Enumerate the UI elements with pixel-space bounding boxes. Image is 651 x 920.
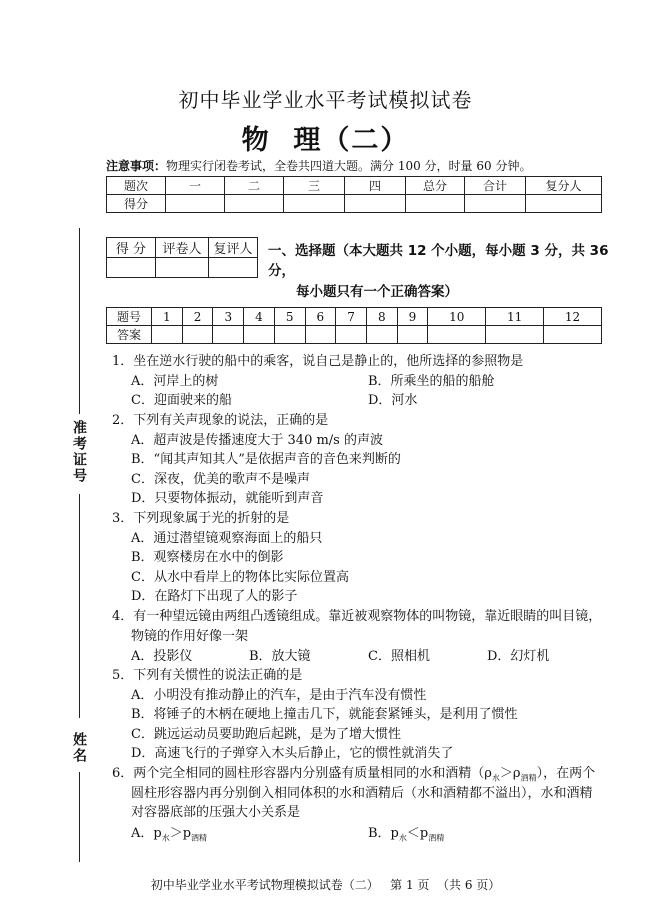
q6-b-sub2: 酒精 <box>428 833 445 843</box>
question-4-stem: 4．有一种望远镜由两组凸透镜组成。靠近被观察物体的叫物镜，靠近眼睛的叫目镜， <box>112 609 602 624</box>
question-5-option-d: D．高速飞行的子弹穿入木头后静止，它的惯性就消失了 <box>131 746 454 761</box>
binding-line <box>79 494 80 718</box>
answer-number: 7 <box>336 308 367 326</box>
q6-gt: ＞ρ <box>499 766 521 781</box>
question-3-option-b: B．观察楼房在水中的倒影 <box>131 550 284 565</box>
question-6-option-a <box>131 822 207 844</box>
question-4-option-a: A．投影仪 <box>131 649 193 664</box>
q6-a-sub1: 水 <box>161 833 170 843</box>
score-input-cell <box>406 195 465 213</box>
grader-header: 复评人 <box>209 238 258 258</box>
exam-id-label: 准考证号 <box>71 420 87 484</box>
question-4-stem-cont: 物镜的作用好像一架 <box>131 629 249 644</box>
answer-number: 6 <box>305 308 336 326</box>
question-6-stem-cont2: 对容器底部的压强大小关系是 <box>131 805 301 820</box>
binding-line <box>79 228 80 414</box>
score-cell: 二 <box>225 177 284 195</box>
q6-b-sub1: 水 <box>398 833 407 843</box>
name-label: 姓名 <box>71 732 87 764</box>
question-3-stem: 3．下列现象属于光的折射的是 <box>112 511 290 526</box>
q6-b-pre: B．p <box>368 826 399 841</box>
answer-cell <box>486 326 544 344</box>
answer-cell <box>305 326 336 344</box>
score-cell: 一 <box>166 177 225 195</box>
grader-table <box>106 237 258 278</box>
answer-cell <box>336 326 367 344</box>
question-1-option-d: D．河水 <box>368 393 418 408</box>
question-6-stem-cont: 圆柱形容器内再分别倒入相同体积的水和酒精后（水和酒精都不溢出），水和酒精 <box>131 786 593 801</box>
answer-number: 9 <box>397 308 428 326</box>
question-1-option-a: A．河岸上的树 <box>131 374 219 389</box>
answer-number: 11 <box>486 308 544 326</box>
grader-input-cell <box>107 258 156 278</box>
q6-stem-a: 6．两个完全相同的圆柱形容器内分别盛有质量相同的水和酒精（ρ <box>112 766 492 781</box>
answer-number: 3 <box>213 308 244 326</box>
score-table <box>106 176 602 213</box>
question-6-option-b <box>368 822 444 844</box>
question-2-stem: 2．下列有关声现象的说法，正确的是 <box>112 413 329 428</box>
question-4-option-b: B．放大镜 <box>249 649 311 664</box>
answer-row-label: 答案 <box>107 326 152 344</box>
section-note: 每小题只有一个正确答案） <box>296 284 458 300</box>
grader-input-cell <box>209 258 258 278</box>
grader-header: 得 分 <box>107 238 156 258</box>
answer-cell <box>274 326 305 344</box>
answer-number: 12 <box>544 308 602 326</box>
question-6-stem <box>112 762 595 784</box>
question-3-option-a: A．通过潜望镜观察海面上的船只 <box>131 531 323 546</box>
score-cell: 合计 <box>465 177 526 195</box>
score-cell: 复分人 <box>526 177 602 195</box>
q6-a-op: ＞p <box>169 826 192 841</box>
answer-row-label: 题号 <box>107 308 152 326</box>
score-row-label: 得分 <box>107 195 166 213</box>
section-heading-line1: 一、选择题（本大题共 12 个小题，每小题 3 分，共 36 <box>268 243 609 259</box>
notice <box>106 157 531 174</box>
question-4-option-c: C．照相机 <box>368 649 430 664</box>
question-5-option-c: C．跳远运动员要助跑后起跳，是为了增大惯性 <box>131 727 401 742</box>
question-1-option-b: B．所乘坐的船的船舱 <box>368 374 495 389</box>
exam-subject-title: 物 理（二） <box>241 125 410 156</box>
score-cell: 四 <box>345 177 406 195</box>
answer-cell <box>397 326 428 344</box>
question-2-option-d: D．只要物体振动，就能听到声音 <box>131 491 324 506</box>
score-cell: 总分 <box>406 177 465 195</box>
answer-cell <box>213 326 244 344</box>
q6-sub-alcohol: 酒精 <box>520 773 537 783</box>
answer-number: 8 <box>366 308 397 326</box>
section-heading-line2: 分， <box>268 263 295 279</box>
q6-sub-water: 水 <box>491 773 500 783</box>
question-5-option-a: A．小明没有推动静止的汽车，是由于汽车没有惯性 <box>131 688 427 703</box>
score-cell: 三 <box>284 177 345 195</box>
answer-number: 5 <box>274 308 305 326</box>
question-2-option-c: C．深夜，优美的歌声不是噪声 <box>131 472 310 487</box>
section-heading <box>268 241 608 281</box>
question-3-option-c: C．从水中看岸上的物体比实际位置高 <box>131 570 349 585</box>
answer-cell <box>366 326 397 344</box>
q6-b-op: ＜p <box>406 826 429 841</box>
score-input-cell <box>166 195 225 213</box>
question-5-option-b: B．将锤子的木柄在硬地上撞击几下，就能套紧锤头，是利用了惯性 <box>131 707 518 722</box>
answer-cell <box>244 326 275 344</box>
question-1-option-c: C．迎面驶来的船 <box>131 393 232 408</box>
question-3-option-d: D．在路灯下出现了人的影子 <box>131 589 298 604</box>
question-1-stem: 1．坐在逆水行驶的船中的乘客，说自己是静止的，他所选择的参照物是 <box>112 354 524 369</box>
notice-label: 注意事项： <box>106 159 167 173</box>
answer-number: 4 <box>244 308 275 326</box>
grader-header: 评卷人 <box>156 238 209 258</box>
notice-text: 物理实行闭卷考试，全卷共四道大题。满分 100 分，时量 60 分钟。 <box>166 159 532 173</box>
binding-line <box>79 772 80 862</box>
question-5-stem: 5．下列有关惯性的说法正确的是 <box>112 668 303 683</box>
page-footer: 初中毕业学业水平考试物理模拟试卷（二） 第 1 页 （共 6 页） <box>150 878 501 892</box>
question-4-option-d: D．幻灯机 <box>487 649 550 664</box>
score-input-cell <box>284 195 345 213</box>
q6-a-pre: A．p <box>131 826 162 841</box>
grader-input-cell <box>156 258 209 278</box>
score-input-cell <box>526 195 602 213</box>
answer-number: 10 <box>428 308 486 326</box>
score-input-cell <box>345 195 406 213</box>
score-input-cell <box>465 195 526 213</box>
answer-number: 2 <box>182 308 213 326</box>
q6-stem-b: ），在两个 <box>536 766 596 781</box>
answer-cell <box>428 326 486 344</box>
answer-cell <box>544 326 602 344</box>
answer-number: 1 <box>152 308 183 326</box>
answer-table <box>106 307 602 344</box>
score-cell: 题次 <box>107 177 166 195</box>
question-2-option-a: A．超声波是传播速度大于 340 m/s 的声波 <box>131 433 383 448</box>
answer-cell <box>152 326 183 344</box>
question-2-option-b: B．“闻其声知其人”是依据声音的音色来判断的 <box>131 452 401 467</box>
answer-cell <box>182 326 213 344</box>
q6-a-sub2: 酒精 <box>191 833 208 843</box>
exam-series-title: 初中毕业学业水平考试模拟试卷 <box>178 88 473 112</box>
score-input-cell <box>225 195 284 213</box>
